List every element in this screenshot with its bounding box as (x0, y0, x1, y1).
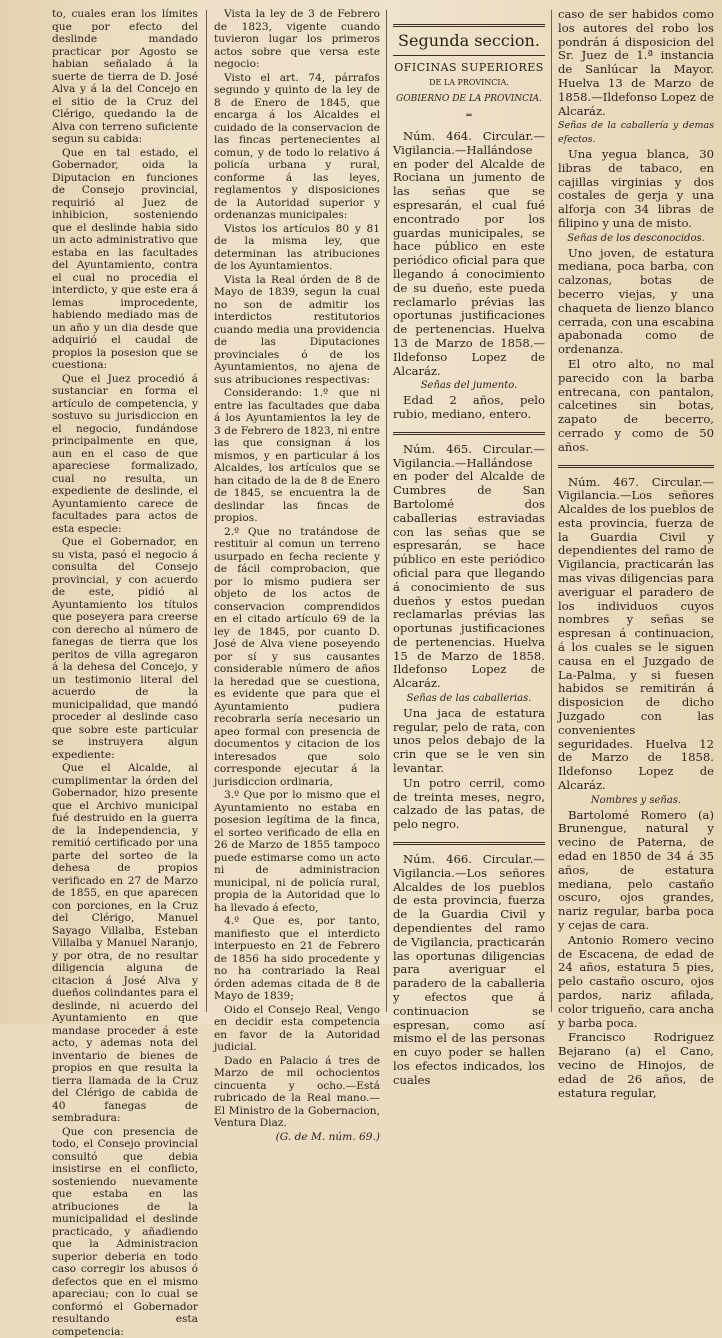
paragraph: Oido el Consejo Real, Vengo en decidir esta competencia en favor de la Autoridad judicial. (214, 1004, 380, 1054)
separator (393, 432, 545, 435)
province-heading: DE LA PROVINCIA. (393, 77, 545, 90)
paragraph: Que el Gobernador, en su vista, pasó el negocio á consulta del Consejo provincial, y con acuerdo de este, pidió al Ayuntamiento los títulos que poseyera para creerse con derecho al número de fanegas de tierra que los peritos de villa agregaron á la dehesa del Concejo, y un testimonio literal del acuerdo de la municipalidad, que mandó proceder al deslinde caso que sobre este particular se instruyera algun expediente: (52, 536, 198, 761)
column-rule (386, 10, 387, 1012)
desconocido-description: Uno joven, de estatura mediana, poca barba, con calzonas, botas de becerro viejas, y una chaqueta de lienzo blanco cerrada, con una escabina apabonada como de ordenanza. (558, 247, 714, 357)
person-description: Francisco Rodriguez Bejarano (a) el Cano, vecino de Hinojos, de edad de 26 años, de estatura regular, (558, 1031, 714, 1100)
paragraph: Considerando: 1.º que ni entre las facultades que daba á los Ayuntamientos la ley de 3 de Febrero de 1823, ni entre las que consignan á los mismos, y en particular á los Alcaldes, los artículos que se han citado de la de 8 de Enero de 1845, se encuentra la de deslindar las fincas de propios. (214, 387, 380, 525)
paragraph: Que el Juez procedió á sustanciar en forma el artículo de competencia, y sostuvo su jurisdiccion en el negocio, fundándose principalmente en que, aun en el caso de que apareciese formalizado, cual no resulta, un expediente de deslinde, el Ayuntamiento carece de facultades para actos de esta especie: (52, 373, 198, 536)
caballeria-description: Una jaca de estatura regular, pelo de rata, con unos pelos debajo de la crin que se le ven sin levantar. (393, 707, 545, 776)
column-3 (393, 8, 545, 1016)
divider: ═ (393, 110, 545, 123)
column-rule (551, 10, 552, 1012)
paragraph: Que el Alcalde, al cumplimentar la órden del Gobernador, hizo presente que el Archivo municipal fué destruido en la guerra de la Independencia, y remitió certificado por una parte del sorteo de la dehesa de propios verificado en 27 de Marzo de 1855, en que aparecen con porciones, en la Cruz del Clérigo, Manuel Sayago Villalba, Esteban Villalba y Manuel Naranjo, y por otra, de no resultar diligencia alguna de citacion á José Alva y dueños colindantes para el deslinde, ni acuerdo del Ayuntamiento en que mandase proceder á este acto, y ademas nota del inventario de bienes de propios en que resulta la tierra llamada de la Cruz del Clérigo de cabida de 40 fanegas de sembradura: (52, 762, 198, 1125)
notice-466: Núm. 466. Circular.—Vigilancia.—Los señores Alcaldes de los pueblos de esta provincia, fuerza de la Guardia Civil y dependientes del ramo de Vigilancia, practicarán las oportunas diligencias para averiguar el paradero de la caballeria y efectos que á continuacion se espresan, como así mismo el de las personas en cuyo poder se hallen los efectos indicados, los cuales (393, 853, 545, 1088)
paragraph: Que en tal estado, el Gobernador, oida la Diputacion en funciones de Consejo provincial, requirió al Juez de inhibicion, sosteniendo que el deslinde habia sido un acto administrativo que estaba en las facultades del Ayuntamiento, contra el cual no procedia el interdicto, y que este era á lemas improcedente, habiendo mediado mas de un año y un dia desde que adquirió el caudal de propios la posesion que se cuestiona: (52, 147, 198, 372)
separator (393, 842, 545, 845)
paragraph: Que con presencia de todo, el Consejo provincial consultó que debia insistirse en el conflicto, sosteniendo nuevamente que estaba en las atribuciones de la municipalidad el deslinde practicado, y añadiendo que la Administracion superior deberia en todo caso corregir los abusos ó defectos que en el mismo apareciau; con lo cual se conformó el Gobernador resultando esta competencia: (52, 1126, 198, 1338)
notice-464: Núm. 464. Circular.—Vigilancia.—Hallándose en poder del Alcalde de Rociana un jumento de las señas que se espresarán, el cual fué encontrado por los guardas municipales, se hace público en este periódico oficial para que llegando á conocimiento de su dueño, este pueda reclamarlo prévias las oportunas justificaciones de pertenencias. Huelva 13 de Marzo de 1858.—Ildefonso Lopez de Alcaráz. (393, 130, 545, 378)
paragraph: Vista la ley de 3 de Febrero de 1823, vigente cuando tuvieron lugar los primeros actos sobre que versa este negocio: (214, 8, 380, 71)
senas-desconocidos-heading: Señas de los desconocidos. (558, 232, 714, 246)
government-heading: GOBIERNO DE LA PROVINCIA. (393, 93, 545, 106)
paragraph: 2.º Que no tratándose de restituir al comun un terreno usurpado en fecha reciente y de fácil comprobacion, que por lo mismo pudiera ser objeto de los actos de conservacion comprendidos en el citado artículo 69 de la ley de 1845, por cuanto D. José de Alva viene poseyendo por sí y sus causantes considerable número de años la heredad que se cuestiona, es evidente que para que el Ayuntamiento pudiera recobrarla sería necesario un apeo formal con presencia de documentos y citacion de los interesados que solo corresponde ejecutar á la jurisdiccion ordinaria, (214, 526, 380, 789)
person-description: Bartolomé Romero (a) Brunengue, natural y vecino de Paterna, de edad en 1850 de 34 á 35 años, de estatura mediana, pelo castaño oscuro, ojos grandes, nariz regular, barba poca y cejas de cara. (558, 809, 714, 933)
paragraph: Visto el art. 74, párrafos segundo y quinto de la ley de 8 de Enero de 1845, que encarga á los Alcaldes el cuidado de la conservacion de las fincas pertenecientes al comun, y de todo lo relativo á policía urbana y rural, conforme á las leyes, reglamentos y disposiciones de la Autoridad superior y ordenanzas municipales: (214, 72, 380, 222)
separator (558, 465, 714, 468)
person-description: Antonio Romero vecino de Escacena, de edad de 24 años, estatura 5 pies, pelo castaño oscuro, ojos pardos, nariz afilada, color trigueño, cara ancha y barba poca. (558, 934, 714, 1031)
nombres-senas-heading: Nombres y señas. (558, 794, 714, 808)
caballeria-efectos-description: Una yegua blanca, 30 libras de tabaco, en cajillas virginias y dos costales de gerja y una alforja con 34 libras de filipino y una de misto. (558, 148, 714, 231)
notice-465: Núm. 465. Circular.—Vigilancia.—Hallándose en poder del Alcalde de Cumbres de San Bartolomé dos caballerias estraviadas con las señas que se espresarán, se hace público en este periódico oficial para que llegando á conocimiento de sus dueños y estos puedan reclamarlas prévias las oportunas justificaciones de pertenencias. Huelva 15 de Marzo de 1858. Ildefonso Lopez de Alcaráz. (393, 443, 545, 691)
column-rule (206, 10, 207, 1012)
caballeria-description: Un potro cerril, como de treinta meses, negro, calzado de las patas, de pelo negro. (393, 777, 545, 832)
section-title: Segunda seccion. (393, 24, 545, 56)
jumento-description: Edad 2 años, pelo rubio, mediano, entero. (393, 394, 545, 422)
paragraph: 3.º Que por lo mismo que el Ayuntamiento no estaba en posesion legítima de la finca, el sorteo verificado de ella en 26 de Marzo de 1855 tampoco puede estimarse como un acto ni de administracion municipal, ni de policía rural, propia de la Autoridad que lo ha llevado á efecto, (214, 789, 380, 914)
paragraph: Vista la Real órden de 8 de Mayo de 1839, segun la cual no son de admitir los interdictos restitutorios cuando media una providencia de las Diputaciones provinciales ó de los Ayuntamientos, no ajena de sus atribuciones respectivas: (214, 274, 380, 387)
desconocido-description: El otro alto, no mal parecido con la barba entrecana, con pantalon, calcetines sin botas, zapato de becerro, cerrado y como de 50 años. (558, 358, 714, 455)
column-2 (214, 8, 380, 1016)
source-citation: (G. de M. núm. 69.) (214, 1131, 380, 1144)
senas-caballerias-heading: Señas de las caballerias. (393, 692, 545, 706)
offices-heading: OFICINAS SUPERIORES (393, 62, 545, 75)
notice-467: Núm. 467. Circular.—Vigilancia.—Los señores Alcaldes de los pueblos de esta provincia, fuerza de la Guardia Civil y dependientes del ramo de Vigilancia, practicarán las mas vivas diligencias para averiguar el paradero de los individuos cuyos nombres y señas se espresan á continuacion, á los cuales se le siguen causa en el Juzgado de La-Palma, y si fuesen habidos se remitirán á disposicion de dicho Juzgado con las convenientes seguridades. Huelva 12 de Marzo de 1858. Ildefonso Lopez de Alcaráz. (558, 476, 714, 793)
column-4 (558, 8, 714, 1016)
senas-jumento-heading: Señas del jumento. (393, 379, 545, 393)
notice-466-continuation: caso de ser habidos como los autores del robo los pondrán á disposicion del Sr. Juez de 1.ª instancia de Sanlúcar la Mayor. Huelva 13 de Marzo de 1858.—Ildefonso Lopez de Alcaráz. (558, 8, 714, 118)
paragraph: 4.º Que es, por tanto, manifiesto que el interdicto interpuesto en 21 de Febrero de 1856 ha sido procedente y no ha contrariado la Real órden ademas citada de 8 de Mayo de 1839; (214, 915, 380, 1003)
column-1 (52, 8, 198, 1016)
paragraph: Vistos los artículos 80 y 81 de la misma ley, que determinan las atribuciones de los Ayuntamientos. (214, 223, 380, 273)
paragraph: Dado en Palacio á tres de Marzo de mil ochocientos cincuenta y ocho.—Está rubricado de la Real mano.—El Ministro de la Gobernacion, Ventura Diaz. (214, 1055, 380, 1130)
paragraph: to, cuales eran los límites que por efecto del deslinde mandado practicar por Agosto se habian señalado á la suerte de tierra de D. José Alva y á la del Concejo en el sitio de la Cruz del Clérigo, quedando la de Alva con terreno suficiente segun su cabida: (52, 8, 198, 146)
senas-caballeria-efectos-heading: Señas de la caballería y demas efectos. (558, 119, 714, 147)
